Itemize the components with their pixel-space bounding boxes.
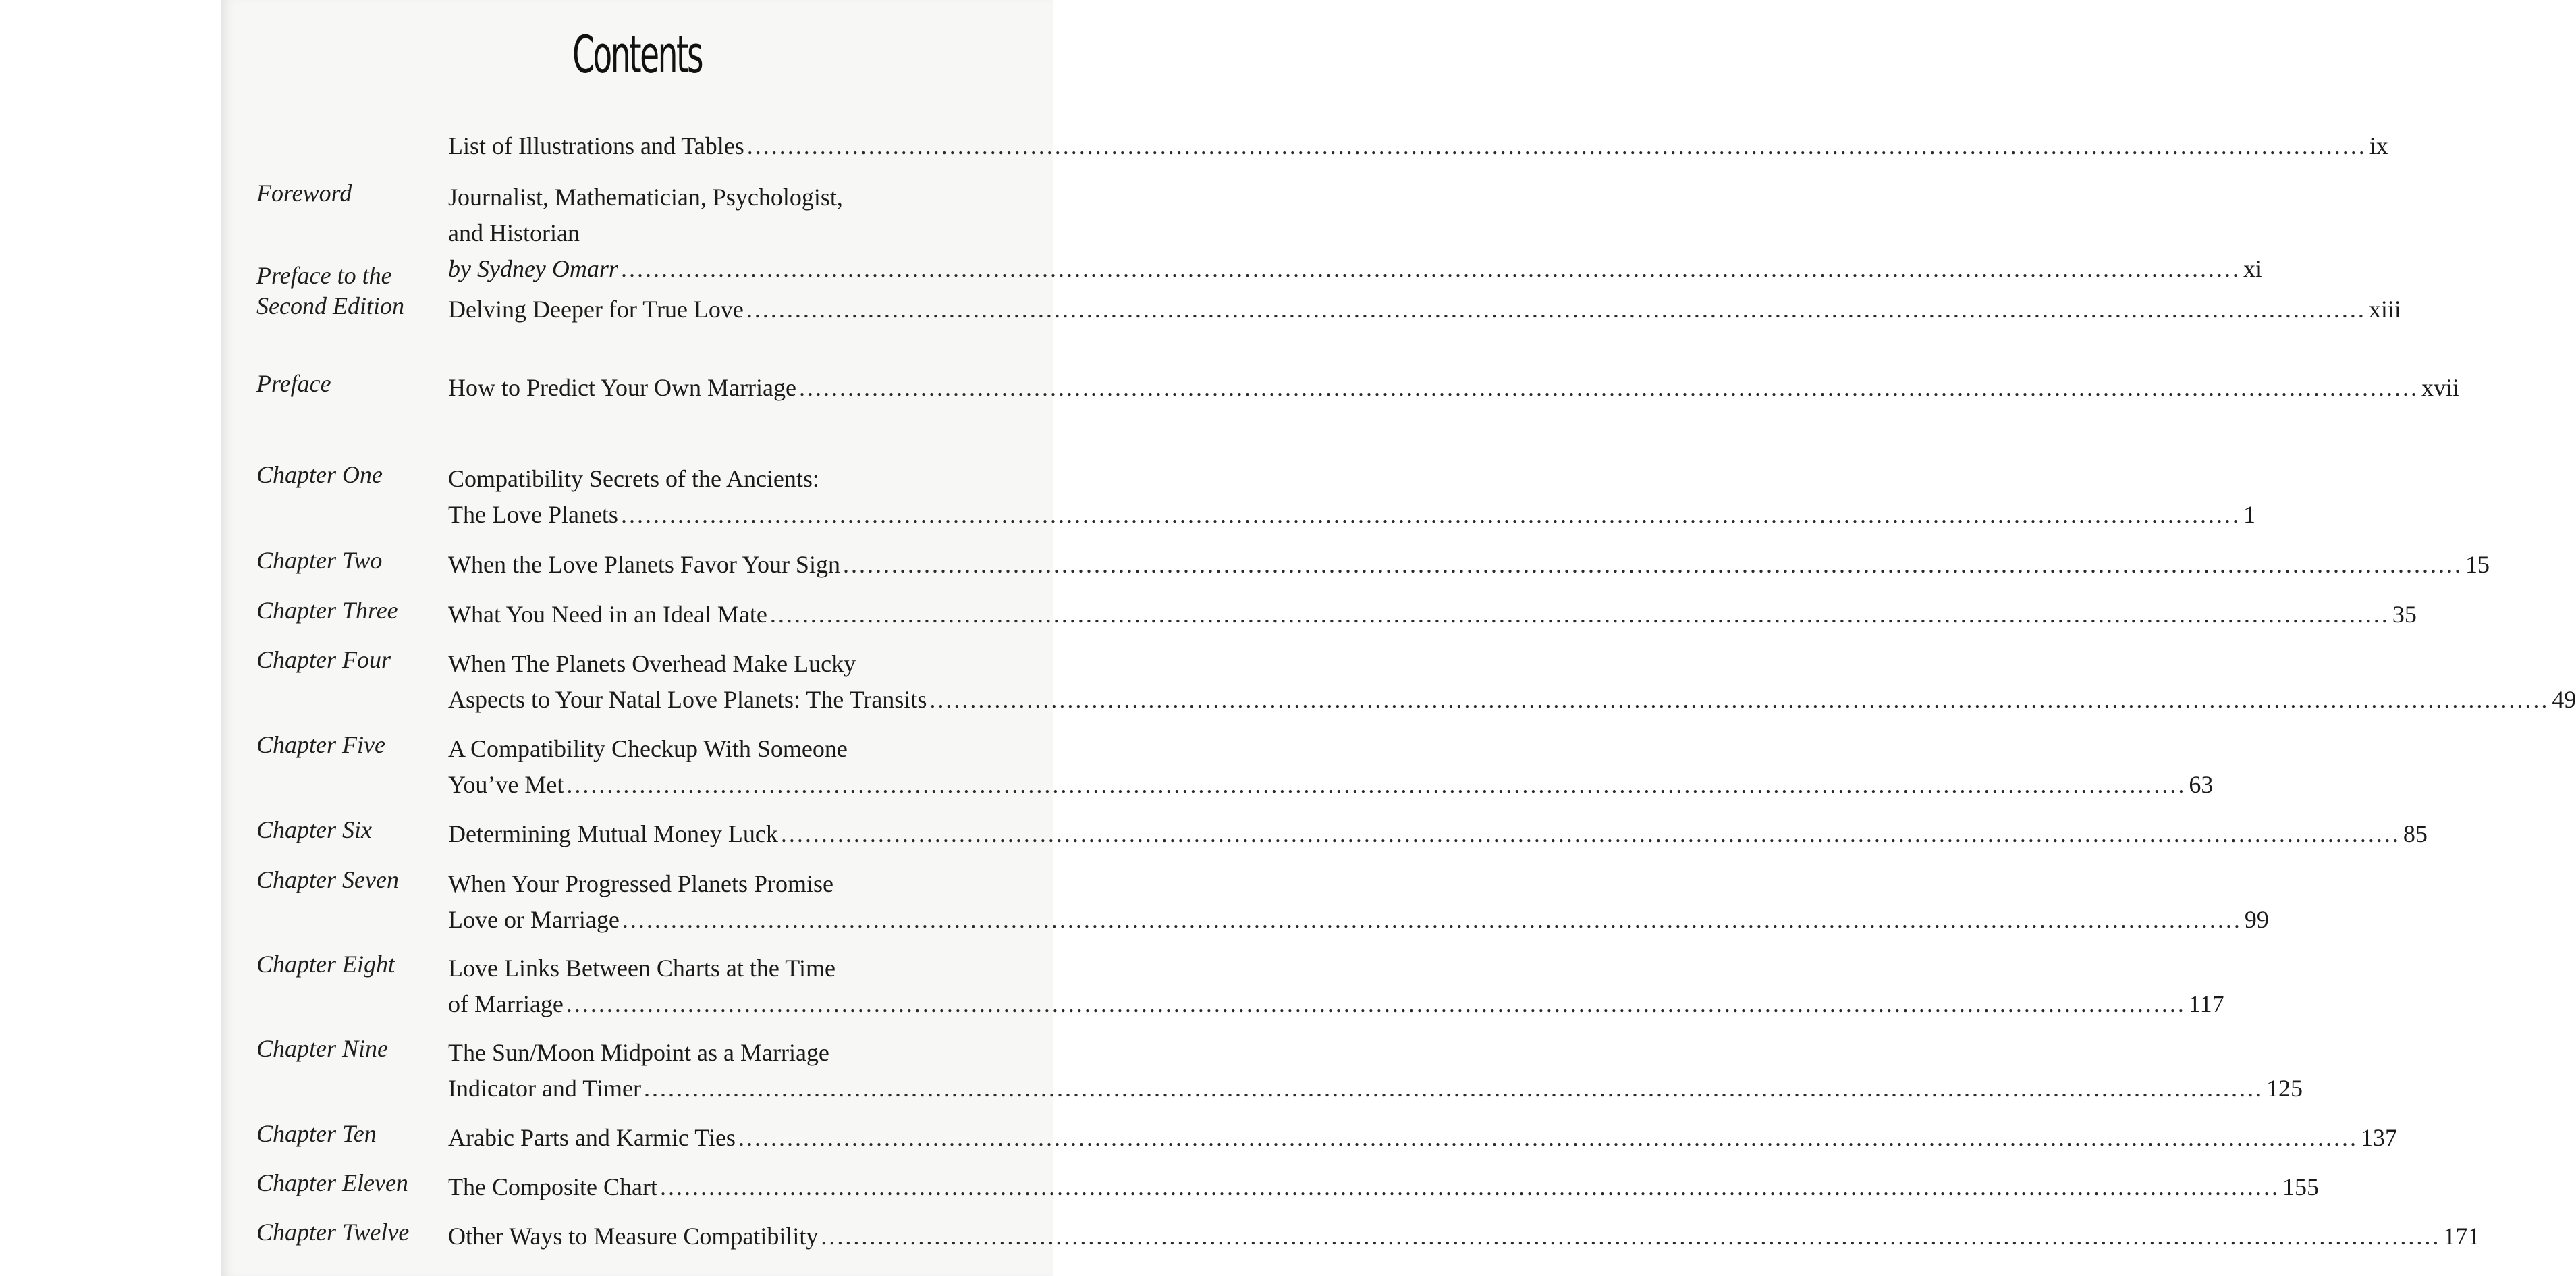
toc-title-last-line xyxy=(448,902,2269,938)
toc-entry-title xyxy=(448,951,2224,1022)
page-number: 35 xyxy=(2392,601,2417,628)
toc-title-line: When Your Progressed Planets Promise xyxy=(448,870,833,897)
toc-entry-title xyxy=(448,370,2459,406)
toc-title-text: When the Love Planets Favor Your Sign xyxy=(448,551,840,578)
toc-title-last-line xyxy=(448,251,2262,287)
page-number: 1 xyxy=(2243,501,2255,528)
toc-entry-title xyxy=(448,128,2388,164)
toc-title-last-line xyxy=(448,547,2490,583)
toc-entry-title xyxy=(448,866,2269,938)
page-number: 49 xyxy=(2552,686,2576,713)
page-number: 171 xyxy=(2443,1223,2480,1250)
toc-title-line: A Compatibility Checkup With Someone xyxy=(448,735,848,762)
toc-title-last-line xyxy=(448,292,2401,327)
page-title: Contents xyxy=(572,24,703,84)
toc-entry-title xyxy=(448,1219,2480,1254)
toc-title-text: Delving Deeper for True Love xyxy=(448,296,744,323)
toc-title-last-line xyxy=(448,986,2224,1022)
toc-entry-label: Chapter Ten xyxy=(256,1120,377,1147)
toc-title-line: When The Planets Overhead Make Lucky xyxy=(448,650,856,677)
toc-entry-label: Chapter Five xyxy=(256,731,385,758)
dot-leader: ........................................................................................................................................................................................................ xyxy=(769,601,2390,628)
toc-entry-label: Chapter Seven xyxy=(256,866,399,893)
toc-entry-label: Preface to the Second Edition xyxy=(256,262,404,319)
toc-title-last-line xyxy=(448,767,2214,803)
dot-leader: ........................................................................................................................................................................................................ xyxy=(622,906,2242,933)
dot-leader: ........................................................................................................................................................................................................ xyxy=(620,255,2241,282)
toc-title-text: You’ve Met xyxy=(448,771,564,798)
toc-entry-title xyxy=(448,1035,2303,1107)
toc-title-text: by Sydney Omarr xyxy=(448,255,618,282)
toc-title-line: Compatibility Secrets of the Ancients: xyxy=(448,465,819,492)
toc-title-text: Arabic Parts and Karmic Ties xyxy=(448,1124,736,1151)
toc-entry-label: Chapter Three xyxy=(256,597,398,624)
toc-title-text: Aspects to Your Natal Love Planets: The Transits xyxy=(448,686,927,713)
page-number: 117 xyxy=(2188,990,2224,1017)
toc-entry-title xyxy=(448,180,2262,287)
toc-entry-label: Chapter Six xyxy=(256,816,372,843)
page-number: xiii xyxy=(2368,296,2401,323)
dot-leader: ........................................................................................................................................................................................................ xyxy=(620,501,2241,528)
toc-entry-title xyxy=(448,292,2401,327)
toc-title-last-line xyxy=(448,1219,2480,1254)
page-number: xvii xyxy=(2421,374,2459,401)
toc-title-text: How to Predict Your Own Marriage xyxy=(448,374,796,401)
toc-entry-title xyxy=(448,646,2576,718)
book-page xyxy=(221,0,2576,1276)
toc-entry-title xyxy=(448,1120,2397,1156)
page-number: 63 xyxy=(2189,771,2214,798)
toc-title-text: of Marriage xyxy=(448,990,564,1017)
page-number: 99 xyxy=(2244,906,2269,933)
page-number: 15 xyxy=(2465,551,2490,578)
dot-leader: ........................................................................................................................................................................................................ xyxy=(842,551,2463,578)
dot-leader: ........................................................................................................................................................................................................ xyxy=(746,132,2367,159)
toc-entry-label: Preface xyxy=(256,370,331,397)
toc-entry-label: Chapter Twelve xyxy=(256,1219,410,1246)
toc-title-last-line xyxy=(448,1169,2319,1205)
toc-title-last-line xyxy=(448,497,2255,533)
page-number: 137 xyxy=(2360,1124,2397,1151)
toc-entry-title xyxy=(448,597,2417,633)
toc-title-line: The Sun/Moon Midpoint as a Marriage xyxy=(448,1039,829,1066)
dot-leader: ........................................................................................................................................................................................................ xyxy=(780,820,2401,847)
toc-title-line: Journalist, Mathematician, Psychologist, xyxy=(448,184,843,211)
toc-entry-title xyxy=(448,547,2490,583)
toc-title-text: The Love Planets xyxy=(448,501,618,528)
toc-entry-label: Foreword xyxy=(256,180,352,207)
toc-entry-title xyxy=(448,461,2255,533)
toc-title-text: Other Ways to Measure Compatibility xyxy=(448,1223,819,1250)
toc-title-text: Indicator and Timer xyxy=(448,1075,641,1102)
toc-entry-title xyxy=(448,731,2214,803)
page-number: 125 xyxy=(2266,1075,2303,1102)
page-number: ix xyxy=(2369,132,2388,159)
toc-title-last-line xyxy=(448,1120,2397,1156)
dot-leader: ........................................................................................................................................................................................................ xyxy=(566,771,2187,798)
toc-entry-label: Chapter Nine xyxy=(256,1035,388,1062)
toc-title-last-line xyxy=(448,682,2576,718)
toc-title-last-line xyxy=(448,370,2459,406)
toc-entry-label: Chapter One xyxy=(256,461,383,488)
toc-entry-label: Chapter Eight xyxy=(256,951,395,978)
toc-title-last-line xyxy=(448,816,2428,852)
page-number: 155 xyxy=(2282,1173,2319,1200)
toc-title-last-line xyxy=(448,597,2417,633)
dot-leader: ........................................................................................................................................................................................................ xyxy=(798,374,2419,401)
toc-entry-label: Chapter Eleven xyxy=(256,1169,408,1196)
dot-leader: ........................................................................................................................................................................................................ xyxy=(929,686,2550,713)
dot-leader: ........................................................................................................................................................................................................ xyxy=(659,1173,2280,1200)
toc-title-text: Determining Mutual Money Luck xyxy=(448,820,778,847)
page-number: 85 xyxy=(2403,820,2428,847)
dot-leader: ........................................................................................................................................................................................................ xyxy=(746,296,2366,323)
toc-title-line: Love Links Between Charts at the Time xyxy=(448,955,835,982)
toc-title-last-line xyxy=(448,128,2388,164)
dot-leader: ........................................................................................................................................................................................................ xyxy=(738,1124,2358,1151)
toc-entry-title xyxy=(448,1169,2319,1205)
dot-leader: ........................................................................................................................................................................................................ xyxy=(821,1223,2441,1250)
toc-title-line: and Historian xyxy=(448,219,580,246)
toc-title-text: What You Need in an Ideal Mate xyxy=(448,601,767,628)
dot-leader: ........................................................................................................................................................................................................ xyxy=(566,990,2186,1017)
toc-title-text: The Composite Chart xyxy=(448,1173,657,1200)
dot-leader: ........................................................................................................................................................................................................ xyxy=(643,1075,2264,1102)
toc-title-text: List of Illustrations and Tables xyxy=(448,132,744,159)
page-number: xi xyxy=(2243,255,2262,282)
toc-entry-label: Chapter Two xyxy=(256,547,383,574)
toc-entry-label: Chapter Four xyxy=(256,646,391,673)
toc-title-last-line xyxy=(448,1071,2303,1107)
toc-entry-title xyxy=(448,816,2428,852)
toc-title-text: Love or Marriage xyxy=(448,906,620,933)
